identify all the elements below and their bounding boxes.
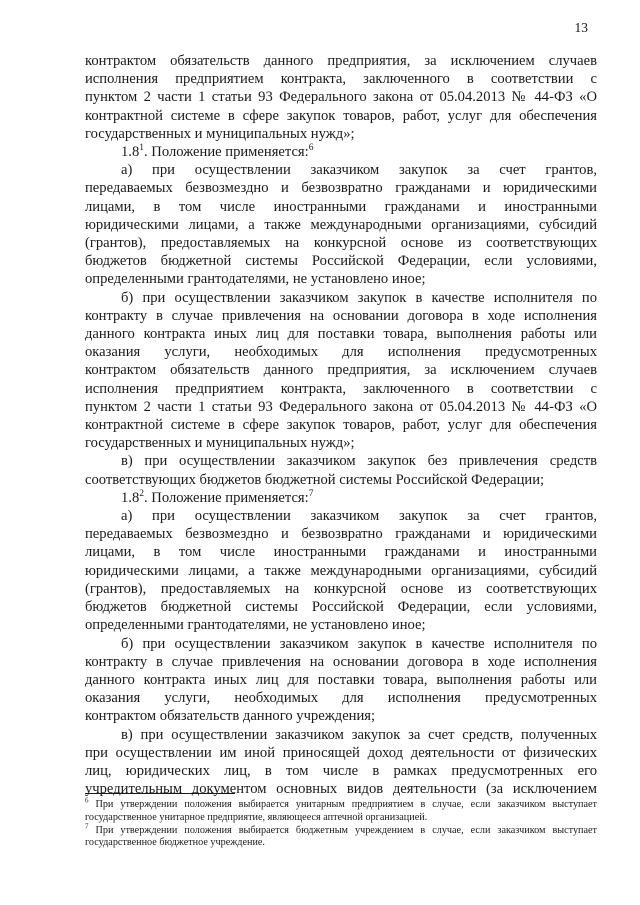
- text-line: (грантов), предоставляемых на конкурсной основе из соответствующих: [85, 580, 597, 597]
- text-line: при осуществлении им иной приносящей доход деятельности от физических: [85, 744, 597, 761]
- text-line: б) при осуществлении заказчиком закупок в качестве исполнителя по: [121, 289, 597, 306]
- text-line: юридическими лицами, а также международными организациями, субсидий: [85, 562, 597, 579]
- section-number: 1.8: [121, 144, 140, 161]
- item-a-1-8-2: [85, 507, 597, 634]
- text-line: определенными грантодателями, не установлено иное;: [85, 617, 426, 634]
- footnote-text: государственное бюджетное учреждение.: [85, 837, 265, 849]
- text-line: оказания услуги, необходимых для исполнения предусмотренных: [85, 344, 597, 361]
- text-line: а) при осуществлении заказчиком закупок за счет грантов,: [121, 162, 597, 179]
- text-line: исполнения предприятием контракта, заключенного в соответствии с: [85, 380, 597, 397]
- footnote-6: [85, 796, 597, 825]
- text-line: в) при осуществлении заказчиком закупок за счет средств, полученных: [121, 726, 597, 743]
- footnote-line: [85, 812, 597, 825]
- section-heading-1-8-2: [85, 489, 597, 507]
- section-heading-text: . Положение применяется:: [144, 489, 309, 506]
- text-line: в) при осуществлении заказчиком закупок без привлечения средств: [121, 453, 597, 470]
- text-line: контракту в случае привлечения на основании договора в ходе исполнения: [85, 307, 597, 324]
- text-line: бюджетов бюджетной системы Российской Федерации, если условиями,: [85, 599, 597, 616]
- text-line: б) при осуществлении заказчиком закупок в качестве исполнителя по: [121, 635, 597, 652]
- text-line: оказания услуги, необходимых для исполнения предусмотренных: [85, 690, 597, 707]
- text-line: исполнения предприятием контракта, заключенного в соответствии с: [85, 71, 597, 88]
- text-line: передаваемых безвозмездно и безвозвратно гражданами и юридическими: [85, 180, 597, 197]
- item-v-1-8-1: [85, 452, 597, 488]
- section-superscript: 1: [139, 143, 144, 154]
- text-line: лицами, в том числе иностранными гражданами и иностранными: [85, 198, 597, 215]
- text-line: данного контракта иных лиц для поставки товара, выполнения работы или: [85, 326, 597, 343]
- footnote-text: При утверждении положения выбирается бюджетным учреждением в случае, если заказчиком выступает: [88, 824, 597, 836]
- text-line: пунктом 2 части 1 статьи 93 Федерального закона от 05.04.2013 № 44-ФЗ «О: [85, 89, 597, 106]
- text-line: соответствующих бюджетов бюджетной системы Российской Федерации;: [85, 471, 545, 488]
- text-line: контрактом обязательств данного учреждения;: [85, 708, 376, 725]
- item-v-1-8-2: [85, 726, 597, 799]
- footnotes: [85, 796, 597, 850]
- footnote-text: При утверждении положения выбирается унитарным предприятием в случае, если заказчиком выступает: [88, 799, 597, 810]
- text-line: государственных и муниципальных нужд»;: [85, 125, 355, 142]
- footnote-ref-6: 6: [308, 143, 314, 154]
- text-line: лицами, в том числе иностранными гражданами и иностранными: [85, 544, 597, 561]
- text-line: государственных и муниципальных нужд»;: [85, 435, 355, 452]
- footnote-mark: 6: [85, 796, 89, 805]
- footnote-line: [85, 822, 597, 838]
- section-superscript: 2: [139, 489, 144, 500]
- footnote-mark: 7: [85, 822, 89, 831]
- footnote-ref-7: 7: [308, 489, 314, 500]
- text-line: лиц, юридических лиц, в том числе в рамках предусмотренных его: [85, 762, 597, 779]
- text-line: данного контракта иных лиц для поставки товара, выполнения работы или: [85, 671, 597, 688]
- text-line: контрактом обязательств данного предприятия, за исключением случаев: [85, 53, 597, 69]
- text-line: контракту в случае привлечения на основании договора в ходе исполнения: [85, 653, 597, 670]
- text-line: контрактной системе в сфере закупок товаров, работ, услуг для обеспечения: [85, 107, 597, 124]
- page-number: 13: [574, 20, 588, 35]
- text-line: контрактной системе в сфере закупок товаров, работ, услуг для обеспечения: [85, 417, 597, 434]
- text-line: бюджетов бюджетной системы Российской Федерации, если условиями,: [85, 253, 597, 270]
- text-line: (грантов), предоставляемых на конкурсной основе из соответствующих: [85, 235, 597, 252]
- item-b-1-8-2: [85, 635, 597, 726]
- section-heading-1-8-1: [85, 143, 597, 161]
- text-line: юридическими лицами, а также международными организациями, субсидий: [85, 216, 597, 233]
- text-line: контрактом обязательств данного предприятия, за исключением случаев: [85, 362, 597, 379]
- footnote-7: [85, 822, 597, 851]
- item-a-1-8-1: [85, 161, 597, 288]
- item-b-1-8-1: [85, 289, 597, 453]
- text-line: учредительным документом основных видов деятельности (за исключением: [85, 781, 597, 798]
- footnote-separator: [85, 793, 235, 794]
- text-line: а) при осуществлении заказчиком закупок за счет грантов,: [121, 508, 597, 525]
- footnote-text: государственное унитарное предприятие, являющееся аптечной организацией.: [85, 811, 428, 823]
- text-line: пунктом 2 части 1 статьи 93 Федерального закона от 05.04.2013 № 44-ФЗ «О: [85, 398, 597, 415]
- continuation-paragraph: [85, 52, 597, 143]
- section-heading-text: . Положение применяется:: [144, 144, 309, 161]
- text-line: определенными грантодателями, не установлено иное;: [85, 271, 426, 288]
- text-line: передаваемых безвозмездно и безвозвратно гражданами и юридическими: [85, 526, 597, 543]
- footnote-line: [85, 837, 597, 850]
- body-text: [85, 52, 597, 798]
- footnote-line: [85, 796, 597, 812]
- section-number: 1.8: [121, 489, 140, 506]
